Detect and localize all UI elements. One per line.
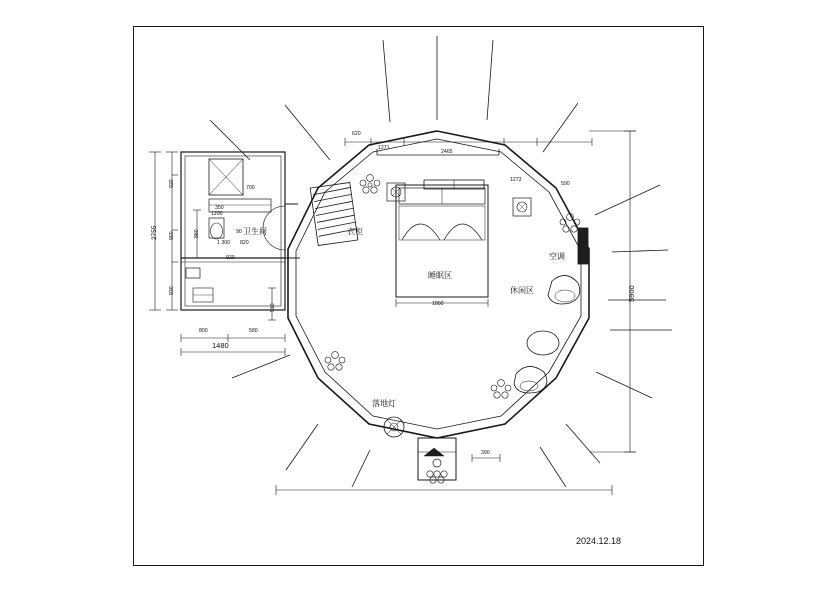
zone-label-air-conditioner: 空调 [549, 252, 565, 261]
dim-vertical-right-outer: 5900 [627, 285, 636, 302]
dim-left-stack-2: 900 [169, 231, 175, 240]
zone-label-bathroom: 卫生间 [243, 227, 267, 236]
dim-mirror-note: 1200 [211, 211, 223, 217]
dim-vertical-left-outer: 2755 [151, 225, 158, 240]
dim-left-inner-2: 920 [226, 255, 235, 261]
dim-top-run-1: 620 [352, 131, 361, 137]
dim-top-run-4: 1273 [510, 177, 522, 183]
dim-left-stack-1: 920 [169, 179, 175, 188]
dim-bathroom-inner-1: 1 300 [217, 240, 230, 246]
zone-label-sleeping-area: 睡眠区 [428, 271, 452, 280]
dim-bathroom-inner-2: 820 [240, 240, 249, 246]
dim-left-stack-3: 930 [169, 286, 175, 295]
dim-left-inner-1: 880 [194, 229, 200, 238]
zone-label-wardrobe: 衣柜 [347, 227, 363, 236]
dim-entry-width: 390 [481, 450, 490, 456]
dim-top-run-5: 590 [561, 181, 570, 187]
dim-bathroom-bottom-1: 800 [199, 328, 208, 334]
dim-wc-note: 350 [215, 205, 224, 211]
dim-top-run-3: 2465 [441, 149, 453, 155]
zone-label-leisure-area: 休闲区 [510, 286, 534, 295]
dim-bathroom-bottom-overall: 1480 [212, 341, 229, 350]
dim-bathroom-inner-3: 90 [236, 229, 242, 235]
dim-top-run-2: 1271 [378, 145, 390, 151]
dim-bed-width: 1800 [432, 301, 444, 307]
dim-bathroom-bottom-2: 580 [249, 328, 258, 334]
dim-sink-note: 700 [246, 185, 255, 191]
date-stamp: 2024.12.18 [576, 536, 622, 546]
dim-door-swing: 910 [270, 303, 276, 312]
zone-label-floor-lamp: 落地灯 [372, 399, 396, 408]
